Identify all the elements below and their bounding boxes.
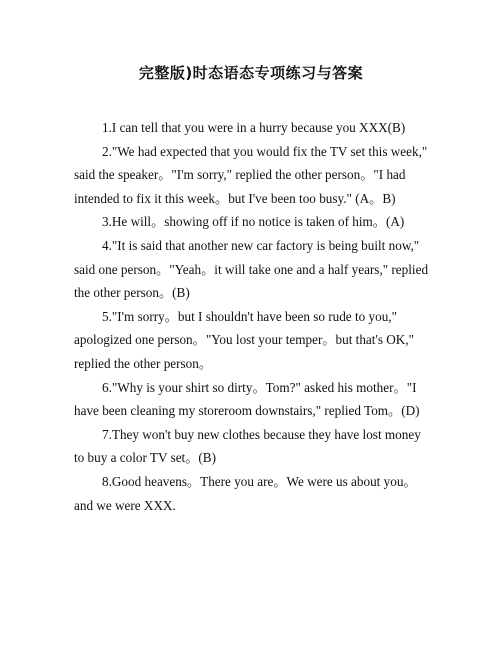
- question-1: 1.I can tell that you were in a hurry because you XXX(B): [102, 120, 406, 135]
- question-8: 8.Good heavens。There you are。We were us about you。and we were XXX.: [74, 473, 417, 513]
- document-title: 完整版)时态语态专项练习与答案: [138, 64, 364, 82]
- question-7: 7.They won't buy new clothes because they have lost money to buy a color TV set。(B): [74, 426, 421, 466]
- question-3: 3.He will。showing off if no notice is taken of him。(A): [102, 214, 405, 230]
- document-body: [74, 116, 434, 517]
- question-6: 6."Why is your shirt so dirty。Tom?" asked his mother。"I have been cleaning my storeroom downstairs," replied Tom。(D): [74, 379, 420, 419]
- question-4: 4."It is said that another new car factory is being built now," said one person。"Yeah。it will take one and a half years," replied the other person。(B): [74, 237, 429, 301]
- question-5: 5."I'm sorry。but I shouldn't have been so rude to you," apologized one person。"You lost your temper。but that's OK," replied the other person。: [74, 308, 414, 371]
- question-2: 2."We had expected that you would fix the TV set this week," said the speaker。"I'm sorry," replied the other person。"I had intended to fix it this week。but I've been too busy." (A。B): [74, 143, 428, 206]
